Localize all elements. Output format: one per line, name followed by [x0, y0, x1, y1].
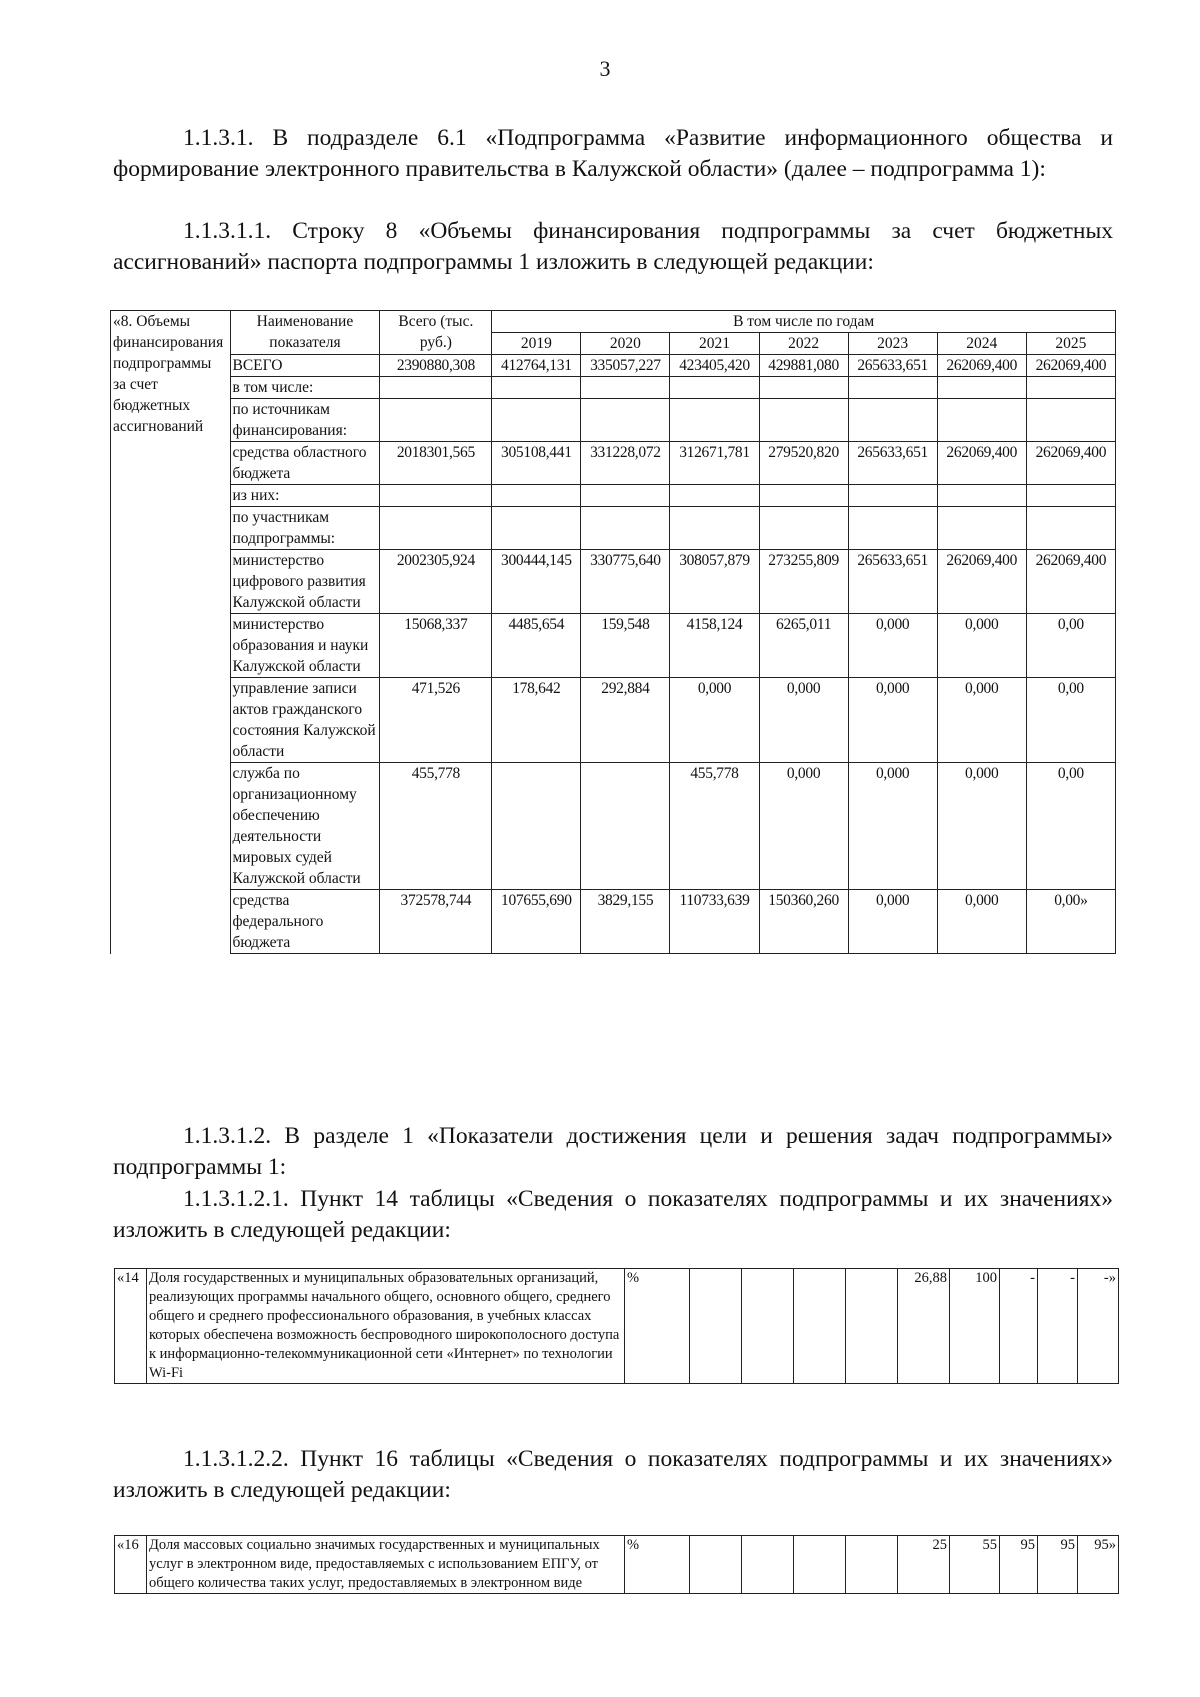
year-value: [581, 399, 670, 442]
year-value: [937, 399, 1026, 442]
row-total: [380, 377, 492, 399]
year-value: 4158,124: [670, 614, 759, 678]
year-value: 0,000: [848, 678, 937, 763]
year-value: [937, 485, 1026, 507]
year-header: 2024: [937, 333, 1026, 355]
paragraph-1-1-3-1-1: [113, 216, 1113, 278]
indicator-value: 55: [950, 1536, 1000, 1594]
year-value: 262069,400: [1026, 355, 1115, 377]
year-value: [1026, 377, 1115, 399]
row-name: по источникам финансирования:: [230, 399, 380, 442]
paragraph-1-1-3-1: [113, 123, 1113, 185]
indicator-14-table: [114, 1268, 1119, 1384]
year-value: 0,000: [937, 614, 1026, 678]
table-row: [111, 890, 1116, 954]
year-value: [848, 507, 937, 550]
year-value: 308057,879: [670, 550, 759, 614]
table-row: [111, 399, 1116, 442]
year-header: 2022: [759, 333, 848, 355]
page-number: 3: [599, 56, 611, 81]
paragraph-text: 1.1.3.1.2. В разделе 1 «Показатели достижения цели и решения задач подпрограммы» подпрограммы 1:: [113, 1123, 1113, 1180]
row-name: средства областного бюджета: [230, 442, 380, 485]
row-name: министерство образования и науки Калужской области: [230, 614, 380, 678]
year-value: 0,000: [848, 890, 937, 954]
table-row: [111, 614, 1116, 678]
year-value: 0,000: [670, 678, 759, 763]
table-row: [111, 763, 1116, 890]
indicator-value: -: [1000, 1269, 1038, 1384]
year-header: 2023: [848, 333, 937, 355]
indicator-value: [742, 1536, 794, 1594]
row-name: в том числе:: [230, 377, 380, 399]
year-value: [670, 399, 759, 442]
year-value: 150360,260: [759, 890, 848, 954]
row-total: 2002305,924: [380, 550, 492, 614]
paragraph-1-1-3-1-2-1: [113, 1184, 1113, 1246]
year-value: [1026, 485, 1115, 507]
row-name: из них:: [230, 485, 380, 507]
year-value: 265633,651: [848, 355, 937, 377]
year-value: 262069,400: [937, 355, 1026, 377]
table-row: [111, 485, 1116, 507]
indicator-value: 95»: [1078, 1536, 1119, 1594]
header-years-group: В том числе по годам: [492, 311, 1116, 333]
year-value: [492, 399, 581, 442]
row-name: по участникам подпрограммы:: [230, 507, 380, 550]
table-row: [115, 1536, 1119, 1594]
year-value: [492, 485, 581, 507]
year-value: 305108,441: [492, 442, 581, 485]
indicator-value: [794, 1269, 846, 1384]
financing-table: [110, 310, 1116, 954]
paragraph-1-1-3-1-2-2: [113, 1444, 1113, 1506]
year-value: [581, 507, 670, 550]
table-row: [111, 678, 1116, 763]
year-value: 273255,809: [759, 550, 848, 614]
year-value: [1026, 507, 1115, 550]
table-row: [111, 355, 1116, 377]
row-total: 2018301,565: [380, 442, 492, 485]
row-name: управление записи актов гражданского состояния Калужской области: [230, 678, 380, 763]
year-value: 312671,781: [670, 442, 759, 485]
year-value: 331228,072: [581, 442, 670, 485]
year-value: 0,000: [937, 678, 1026, 763]
year-value: [581, 377, 670, 399]
indicator-16-table: [114, 1535, 1119, 1594]
year-header: 2020: [581, 333, 670, 355]
header-total: Всего (тыс. руб.): [380, 311, 492, 355]
year-value: 265633,651: [848, 550, 937, 614]
year-value: [759, 399, 848, 442]
year-value: [492, 763, 581, 890]
indicator-value: [794, 1536, 846, 1594]
year-value: [1026, 399, 1115, 442]
year-value: 0,00: [1026, 763, 1115, 890]
indicator-value: 26,88: [898, 1269, 950, 1384]
indicator-value: 95: [1038, 1536, 1078, 1594]
row-total: [380, 485, 492, 507]
year-value: 455,778: [670, 763, 759, 890]
year-value: 4485,654: [492, 614, 581, 678]
year-value: 178,642: [492, 678, 581, 763]
year-value: [848, 485, 937, 507]
year-value: 292,884: [581, 678, 670, 763]
year-value: [492, 507, 581, 550]
table-row: [111, 442, 1116, 485]
year-value: 0,00»: [1026, 890, 1115, 954]
year-value: [581, 763, 670, 890]
year-value: 300444,145: [492, 550, 581, 614]
row-total: 2390880,308: [380, 355, 492, 377]
year-value: 0,00: [1026, 678, 1115, 763]
year-value: 0,000: [937, 763, 1026, 890]
year-header: 2025: [1026, 333, 1115, 355]
financing-row-label: «8. Объемы финансирования подпрограммы за счет бюджетных ассигнований: [111, 311, 231, 954]
indicator-number: «16: [115, 1536, 147, 1594]
indicator-value: -: [1038, 1269, 1078, 1384]
row-name: ВСЕГО: [230, 355, 380, 377]
year-value: [581, 485, 670, 507]
year-value: 0,000: [759, 763, 848, 890]
paragraph-text: 1.1.3.1. В подразделе 6.1 «Подпрограмма «Развитие информационного общества и формирование электронного правительства в Калужской области» (далее – подпрограмма 1):: [113, 125, 1113, 182]
year-value: [759, 377, 848, 399]
year-value: 335057,227: [581, 355, 670, 377]
year-value: [492, 377, 581, 399]
year-value: 429881,080: [759, 355, 848, 377]
year-value: 110733,639: [670, 890, 759, 954]
indicator-value: 100: [950, 1269, 1000, 1384]
table-row: [111, 377, 1116, 399]
indicator-value: [742, 1269, 794, 1384]
header-indicator-name: Наименование показателя: [230, 311, 380, 355]
paragraph-text: 1.1.3.1.1. Строку 8 «Объемы финансирования подпрограммы за счет бюджетных ассигнований» паспорта подпрограммы 1 изложить в следующей редакции:: [113, 218, 1113, 275]
year-value: 0,000: [848, 614, 937, 678]
year-value: 265633,651: [848, 442, 937, 485]
year-value: 262069,400: [1026, 442, 1115, 485]
table-row: [111, 507, 1116, 550]
year-value: 159,548: [581, 614, 670, 678]
indicator-value: [690, 1269, 742, 1384]
row-total: 15068,337: [380, 614, 492, 678]
row-name: министерство цифрового развития Калужской области: [230, 550, 380, 614]
year-value: 0,000: [848, 763, 937, 890]
year-header: 2019: [492, 333, 581, 355]
row-total: [380, 507, 492, 550]
row-name: средства федерального бюджета: [230, 890, 380, 954]
year-value: [670, 485, 759, 507]
row-total: 372578,744: [380, 890, 492, 954]
table-row: [111, 550, 1116, 614]
paragraph-text: 1.1.3.1.2.2. Пункт 16 таблицы «Сведения о показателях подпрограммы и их значениях» изложить в следующей редакции:: [113, 1446, 1113, 1503]
indicator-value: 95: [1000, 1536, 1038, 1594]
year-value: 0,00: [1026, 614, 1115, 678]
year-value: 262069,400: [937, 442, 1026, 485]
year-value: 330775,640: [581, 550, 670, 614]
indicator-number: «14: [115, 1269, 147, 1384]
row-total: 471,526: [380, 678, 492, 763]
year-value: 279520,820: [759, 442, 848, 485]
year-header: 2021: [670, 333, 759, 355]
year-value: 262069,400: [937, 550, 1026, 614]
year-value: 0,000: [759, 678, 848, 763]
indicator-value: [690, 1536, 742, 1594]
row-name: служба по организационному обеспечению деятельности мировых судей Калужской области: [230, 763, 380, 890]
year-value: 262069,400: [1026, 550, 1115, 614]
year-value: [848, 399, 937, 442]
year-value: [759, 485, 848, 507]
table-row: [115, 1269, 1119, 1384]
year-value: 107655,690: [492, 890, 581, 954]
paragraph-1-1-3-1-2: [113, 1121, 1113, 1183]
year-value: 412764,131: [492, 355, 581, 377]
year-value: 6265,011: [759, 614, 848, 678]
year-value: [937, 377, 1026, 399]
indicator-unit: %: [625, 1269, 690, 1384]
row-total: [380, 399, 492, 442]
indicator-text: Доля государственных и муниципальных образовательных организаций, реализующих программы начального общего, основного общего, среднего общего и среднего профессионального образования, в учебных классах которых обеспечена возможность беспроводного широкополосного доступа к информационно-телекоммуникационной сети «Интернет» по технологии Wi-Fi: [147, 1269, 625, 1384]
year-value: [937, 507, 1026, 550]
year-value: [670, 507, 759, 550]
year-value: [670, 377, 759, 399]
indicator-unit: %: [625, 1536, 690, 1594]
indicator-value: 25: [898, 1536, 950, 1594]
year-value: 3829,155: [581, 890, 670, 954]
indicator-text: Доля массовых социально значимых государственных и муниципальных услуг в электронном виде, предоставляемых с использованием ЕПГУ, от общего количества таких услуг, предоставляемых в электронном виде: [147, 1536, 625, 1594]
year-value: [848, 377, 937, 399]
paragraph-text: 1.1.3.1.2.1. Пункт 14 таблицы «Сведения о показателях подпрограммы и их значениях» изложить в следующей редакции:: [113, 1186, 1113, 1243]
year-value: [759, 507, 848, 550]
indicator-value: [846, 1269, 898, 1384]
year-value: 423405,420: [670, 355, 759, 377]
year-value: 0,000: [937, 890, 1026, 954]
indicator-value: -»: [1078, 1269, 1119, 1384]
row-total: 455,778: [380, 763, 492, 890]
indicator-value: [846, 1536, 898, 1594]
